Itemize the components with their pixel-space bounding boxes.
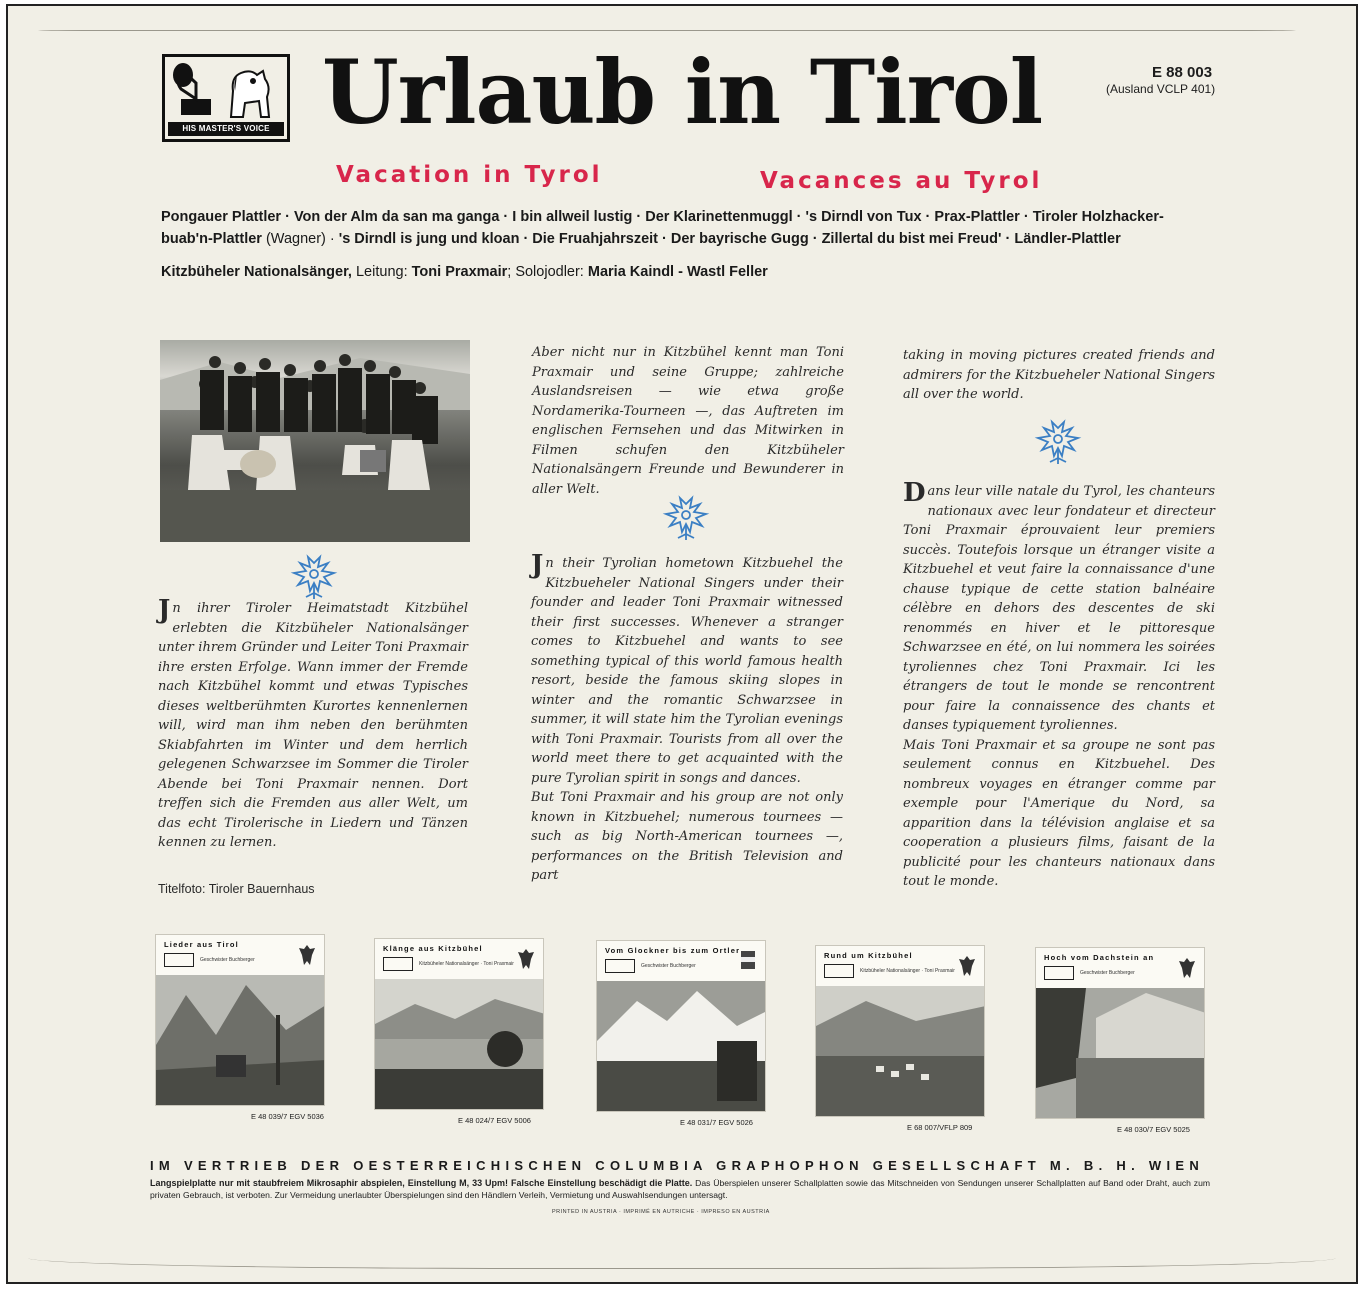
tyrol-eagle-icon [298,943,316,967]
group-name: Kitzbüheler Nationalsänger, [161,264,352,280]
text-column-english [531,550,843,886]
leitung-label: Leitung: [351,264,412,280]
fine-print [150,1177,1210,1201]
record-artist: Kitzbüheler Nationalsänger · Toni Praxmair [419,961,514,967]
edelweiss-icon [290,553,338,601]
edelweiss-icon [662,494,710,542]
tyrol-eagle-icon [958,954,976,978]
text-column-german-continued [532,343,844,499]
disc-edge-top [38,30,1296,31]
english-text-2: But Toni Praxmair and his group are not only known in Kitzbuehel; numerous tournees — such as big North-American tournees —, performances on the British Television and part [531,790,843,883]
record-rund-um-kitzbuehel [815,945,985,1132]
mini-hmv-logo [1044,966,1074,980]
record-cover [815,945,985,1117]
record-photo [597,981,765,1111]
group-photo-image [160,340,470,542]
german-text: n ihrer Tiroler Heimatstadt Kitzbühel erlebten die Kitzbüheler Nationalsänger unter ihrem Gründer und Leiter Toni Praxmair ihre ersten Erfolge. Wann immer der Fremde nach Kitzbühel kommt und etwas Typisches dieses weltberühmten Kurortes kennenlernen will, wird man ihm neben den berühmten Skiabfahrten im Winter und dem herrlich gelegenen Schwarzsee im Sommer die Tiroler Abende bei Toni Praxmair nennen. Dort treffen sich die Fremden aus aller Welt, um das echt Tirolerische in Liedern und Tänzen kennen zu lernen. [158,601,468,850]
composer-note: (Wagner) · [261,231,339,247]
drop-cap: J [531,550,544,580]
distribution-line: IM VERTRIEB DER OESTERREICHISCHEN COLUMBIA GRAPHOPHON GESELLSCHAFT M. B. H. WIEN [150,1158,1205,1173]
logo-caption: HIS MASTER'S VOICE [168,122,284,136]
record-title: Klänge aus Kitzbühel [383,944,483,953]
record-photo [156,975,324,1105]
text-column-german [158,595,468,853]
record-klaenge-aus-kitzbuehel [374,938,544,1125]
text-column-french [903,478,1215,892]
mini-hmv-logo [383,957,413,971]
record-vom-glockner-bis-zum-ortler [596,940,766,1127]
record-catalog-code: E 48 024/7 EGV 5006 [458,1116,531,1125]
french-text: ans leur ville natale du Tyrol, les chanteurs nationaux avec leur fondateur et directeur Toni Praxmair éprouvaient leur premiers succès. Toutefois lorsque un étranger visite a Kitzbuehel et veut faire la connaissance d'une chause typique de cette station balnéaire célèbre en dehors des descentes de ski renommés en hiver et le pittoresque Schwarzsee en été, on lui nommera les soirées tyroliennes chez Toni Praxmair. Ici les étrangers de tout le monde se rencontrent pour faire la connaissence des chants et danses typiquement tyroliennes. [903,484,1215,733]
track-name: buab'n-Plattler [161,231,262,247]
solo-label: ; Solojodler: [507,264,588,280]
nipper-gramophone-icon [171,61,283,123]
record-title: Vom Glockner bis zum Ortler [605,946,741,955]
record-photo [1036,988,1204,1118]
record-hoch-vom-dachstein-an [1035,947,1205,1134]
german-text-continued: Aber nicht nur in Kitzbühel kennt man Toni Praxmair und seine Gruppe; zahlreiche Auslandsreisen — wie etwa große Nordamerika-Tourneen —, das Auftreten im englischen Fernsehen und das Mitwirken in Filmen schufen den Kitzbüheler Nationalsängern Freunde und Bewunderer in aller Welt. [532,345,844,497]
group-photo [160,340,470,542]
coat-of-arms-icon [739,949,757,973]
copyright-notice: Das Überspielen unserer Schallplatten sowie das Mitschneiden von Sendungen unserer Schallplatten auf Band oder Draht, auch zum privaten Gebrauch, ist verboten. Zur Vermeidung unerlaubter Überspielungen sind den Händlern Verleih, Vermietung und Auswahlsendungen untersagt. [150,1178,1211,1200]
track-list-line-2 [161,228,1221,250]
edelweiss-icon [1034,418,1082,466]
soloist-names: Maria Kaindl - Wastl Feller [587,264,768,280]
drop-cap: D [903,478,926,508]
french-text-2: Mais Toni Praxmair et sa groupe ne sont pas seulement connus en Kitzbuehel. Des nombreux voyages en étranger comme par exemple pour l'Amerique du Nord, sa apparition dans la télévision anglaise et sa cooperation a plusieurs films, faisant de la publicité pour les chanteurs nationaux dans tout le monde. [903,737,1215,889]
leader-name: Toni Praxmair [411,264,508,280]
record-artist: Geschwister Buchberger [1080,970,1135,976]
record-title: Rund um Kitzbühel [824,951,913,960]
subtitle-french: Vacances au Tyrol [760,168,1043,194]
his-masters-voice-logo [162,54,290,142]
catalog-number: E 88 003 [1152,64,1213,81]
record-catalog-code: E 48 039/7 EGV 5036 [251,1112,324,1121]
record-artist: Kitzbüheler Nationalsänger · Toni Praxmair [860,968,955,974]
record-artist: Geschwister Buchberger [641,963,696,969]
subtitle-english: Vacation in Tyrol [336,162,603,188]
disc-edge-bottom [28,1258,1336,1269]
tyrol-eagle-icon [517,947,535,971]
mini-hmv-logo [164,953,194,967]
track-list-line-1: Pongauer Plattler · Von der Alm da san ma ganga · I bin allweil lustig · Der Klarinettenmuggl · 's Dirndl von Tux · Prax-Plattler · Tiroler Holzhacker- [161,209,1164,225]
drop-cap: J [158,595,171,625]
english-text: n their Tyrolian hometown Kitzbuehel the Kitzbueheler National Singers under their founder and leader Toni Praxmair witnessed their first successes. Whenever a stranger comes to Kitzbuehel and wants to see something typical of this world famous health resort, beside the famous skiing slopes in winter and the romantic Schwarzsee in summer, it will state him the Tyrolian evenings with Toni Praxmair. Tourists from all over the world meet there to get acquainted with the pure Tyrolian spirit in songs and dances. [531,556,843,786]
album-title: Urlaub in Tirol [322,40,1043,144]
mini-hmv-logo [824,964,854,978]
record-cover [155,934,325,1106]
record-title: Lieder aus Tirol [164,940,239,949]
text-column-english-continued [903,346,1215,405]
performer-credits [161,264,768,280]
record-photo [816,986,984,1116]
record-lieder-aus-tirol [155,934,325,1121]
record-catalog-code: E 48 031/7 EGV 5026 [680,1118,753,1127]
english-text-continued: taking in moving pictures created friends and admirers for the Kitzbueheler National Singers all over the world. [903,348,1215,402]
printed-in-austria: PRINTED IN AUSTRIA · IMPRIMÉ EN AUTRICHE · IMPRESO EN AUSTRIA [552,1209,770,1215]
track-list [161,206,1221,250]
mini-hmv-logo [605,959,635,973]
record-cover [374,938,544,1110]
record-title: Hoch vom Dachstein an [1044,953,1155,962]
record-cover [596,940,766,1112]
playback-instructions: Langspielplatte nur mit staubfreiem Mikrosaphir abspielen, Einstellung M, 33 Upm! Falsche Einstellung beschädigt die Platte. [150,1178,693,1188]
record-artist: Geschwister Buchberger [200,957,255,963]
track-names: 's Dirndl is jung und kloan · Die Fruahjahrszeit · Der bayrische Gugg · Zillertal du bist mei Freud' · Ländler-Plattler [338,231,1121,247]
photo-credit: Titelfoto: Tiroler Bauernhaus [158,882,315,896]
record-photo [375,979,543,1109]
catalog-number-foreign: (Ausland VCLP 401) [1106,82,1216,96]
tyrol-eagle-icon [1178,956,1196,980]
record-catalog-code: E 68 007/VFLP 809 [907,1123,973,1132]
record-cover [1035,947,1205,1119]
record-catalog-code: E 48 030/7 EGV 5025 [1117,1125,1190,1134]
